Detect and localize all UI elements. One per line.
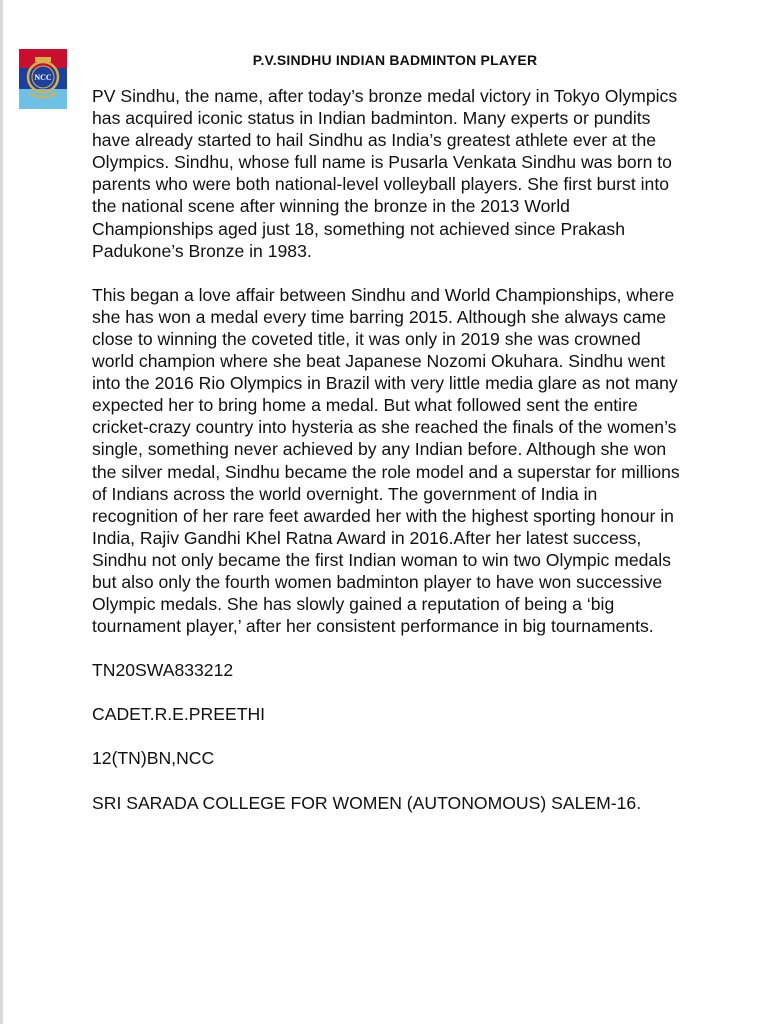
page-left-edge bbox=[0, 0, 3, 1024]
document-body bbox=[92, 85, 682, 814]
svg-text:NCC: NCC bbox=[34, 73, 52, 82]
cadet-name: CADET.R.E.PREETHI bbox=[92, 704, 266, 725]
paragraph-2: This began a love affair between Sindhu and World Championships, where she has won a medal every time barring 2015. Although she always came close to winning the coveted title, it was only in 2019 she was crowned world champion where she beat Japanese Nozomi Okuhara. Sindhu went into the 2016 Rio Olympics in Brazil with very little media glare as not many expected her to bring home a medal. But what followed sent the entire cricket-crazy country into hysteria as she reached the finals of the women’s single, something never achieved by any Indian before. Although she won the silver medal, Sindhu became the role model and a superstar for millions of Indians across the world overnight. The government of India in recognition of her rare feet awarded her with the highest sporting honour in India, Rajiv Gandhi Khel Ratna Award in 2016.After her latest success, Sindhu not only became the first Indian woman to win two Olympic medals but also only the fourth women badminton player to have won successive Olympic medals. She has slowly gained a reputation of being a ‘big tournament player,’ after her consistent performance in big tournaments. bbox=[92, 284, 680, 637]
unit-name: 12(TN)BN,NCC bbox=[92, 748, 215, 769]
cadet-id: TN20SWA833212 bbox=[92, 660, 234, 681]
college-name: SRI SARADA COLLEGE FOR WOMEN (AUTONOMOUS) SALEM-16. bbox=[92, 792, 642, 813]
document-title: P.V.SINDHU INDIAN BADMINTON PLAYER bbox=[252, 52, 538, 68]
paragraph-1: PV Sindhu, the name, after today’s bronze medal victory in Tokyo Olympics has acquired iconic status in Indian badminton. Many experts or pundits have already started to hail Sindhu as India’s greatest athlete ever at the Olympics. Sindhu, whose full name is Pusarla Venkata Sindhu was born to parents who were both national-level volleyball players. She first burst into the national scene after winning the bronze in the 2013 World Championships aged just 18, something not achieved since Prakash Padukone’s Bronze in 1983. bbox=[92, 86, 678, 261]
